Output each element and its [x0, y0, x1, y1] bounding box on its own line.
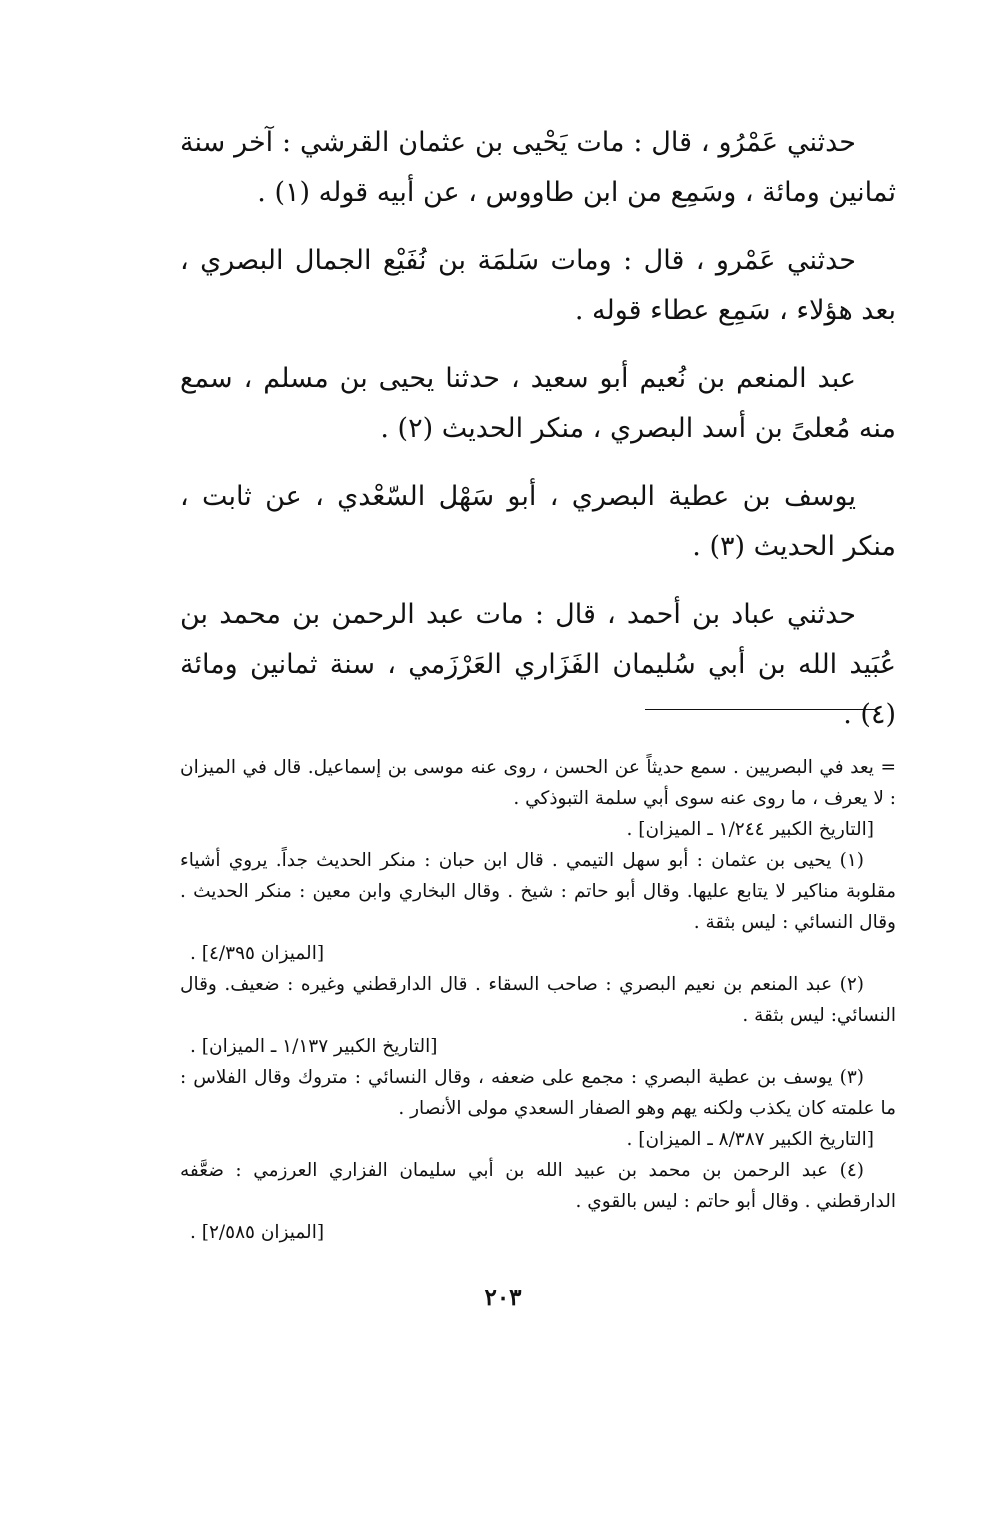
- footnote-3-source: [التاريخ الكبير ٨/٣٨٧ ـ الميزان] .: [626, 1129, 874, 1150]
- paragraph-3: عبد المنعم بن نُعيم أبو سعيد ، حدثنا يحيى بن مسلم ، سمع منه مُعلىً بن أسد البصري ، منكر الحديث (٢) .: [180, 363, 896, 444]
- footnote-1-source: [الميزان ٤/٣٩٥] .: [190, 943, 325, 964]
- footnote-4-source: [الميزان ٢/٥٨٥] .: [190, 1222, 325, 1243]
- paragraph-1: حدثني عَمْرُو ، قال : مات يَحْيى بن عثمان القرشي : آخر سنة ثمانين ومائة ، وسَمِع من ابن طاووس ، عن أبيه قوله (١) .: [180, 127, 896, 208]
- paragraph-2: حدثني عَمْرو ، قال : ومات سَلمَة بن نُفَيْع الجمال البصري ، بعد هؤلاء ، سَمِع عطاء قوله .: [180, 245, 896, 326]
- footnote-divider: [645, 709, 877, 710]
- footnote-1: (١) يحيى بن عثمان : أبو سهل التيمي . قال ابن حبان : منكر الحديث جداً. يروي أشياء مقلوبة مناكير لا يتابع عليها. وقال أبو حاتم : شيخ . وقال البخاري وابن معين : منكر الحديث . وقال النسائي : ليس بثقة .: [180, 850, 896, 933]
- footnote-3: (٣) يوسف بن عطية البصري : مجمع على ضعفه ، وقال النسائي : متروك وقال الفلاس : ما علمته كان يكذب ولكنه يهم وهو الصفار السعدي مولى الأنصار .: [180, 1067, 896, 1119]
- paragraph-5: حدثني عباد بن أحمد ، قال : مات عبد الرحمن بن محمد بن عُبَيد الله بن أبي سُليمان الفَزَاري العَرْزَمي ، سنة ثمانين ومائة (٤) .: [180, 599, 896, 730]
- paragraph-4: يوسف بن عطية البصري ، أبو سَهْل السّعْدي ، عن ثابت ، منكر الحديث (٣) .: [180, 481, 896, 562]
- footnote-2-source: [التاريخ الكبير ١/١٣٧ ـ الميزان] .: [190, 1036, 438, 1057]
- page-number: ٢٠٣: [484, 1284, 522, 1311]
- footnote-4: (٤) عبد الرحمن بن محمد بن عبيد الله بن أبي سليمان الفزاري العرزمي : ضعَّفه الدارقطني . وقال أبو حاتم : ليس بالقوي .: [180, 1160, 896, 1212]
- footnotes: [180, 752, 896, 1248]
- main-text: [180, 118, 896, 758]
- footnote-2: (٢) عبد المنعم بن نعيم البصري : صاحب السقاء . قال الدارقطني وغيره : ضعيف. وقال النسائي: ليس بثقة .: [180, 974, 896, 1026]
- footnote-continuation-source: [التاريخ الكبير ١/٢٤٤ ـ الميزان] .: [626, 819, 874, 840]
- footnote-continuation: = يعد في البصريين . سمع حديثاً عن الحسن ، روى عنه موسى بن إسماعيل. قال في الميزان : لا يعرف ، ما روى عنه سوى أبي سلمة التبوذكي .: [180, 757, 896, 809]
